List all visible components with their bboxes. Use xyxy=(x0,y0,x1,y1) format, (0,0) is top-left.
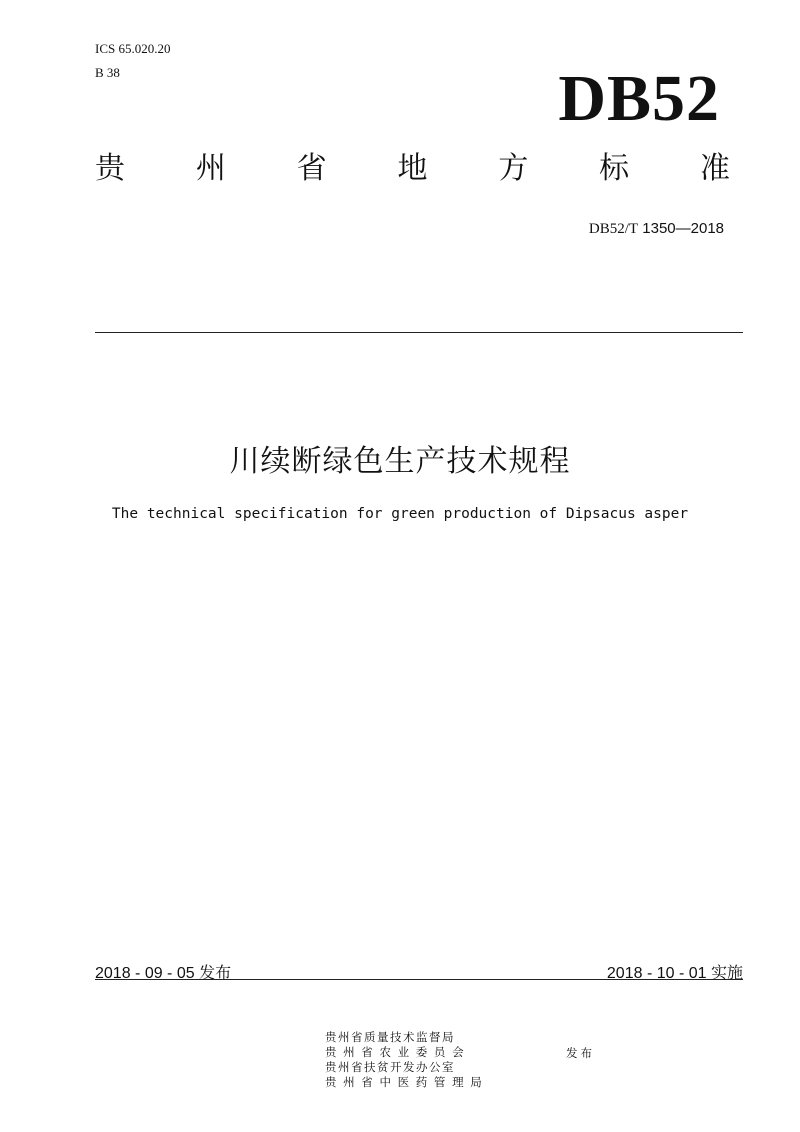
implement-date-value: 2018 - 10 - 01 xyxy=(606,965,711,982)
ics-code: ICS 65.020.20 xyxy=(95,41,171,56)
implement-label: 实施 xyxy=(710,965,743,982)
standard-type-char: 省 xyxy=(296,151,327,186)
issuer-list xyxy=(325,1030,483,1090)
document-title-zh: 川续断绿色生产技术规程 xyxy=(229,444,571,479)
standard-number-prefix: DB52/T xyxy=(588,221,639,237)
issuer-item: 贵 州 省 中 医 药 管 理 局 xyxy=(325,1075,484,1089)
db-code-logo: DB52 xyxy=(558,62,720,135)
top-divider xyxy=(95,332,743,333)
standard-number xyxy=(589,219,724,238)
issuer-item: 贵 州 省 农 业 委 员 会 xyxy=(325,1045,466,1059)
standard-type-char: 地 xyxy=(397,151,428,186)
publish-date: 2018 - 09 - 05 发布 xyxy=(95,965,232,982)
ccs-code: B 38 xyxy=(95,65,120,80)
issuer-item: 贵州省质量技术监督局 xyxy=(325,1030,455,1044)
standard-type xyxy=(95,151,730,186)
issue-label: 发布 xyxy=(566,1046,595,1060)
standard-type-char: 州 xyxy=(195,151,226,186)
standard-number-rest: 1350—2018 xyxy=(638,220,724,237)
standard-type-char: 贵 xyxy=(95,151,125,186)
document-title-en: The technical specification for green production of Dipsacus asper xyxy=(111,506,689,522)
standard-type-char: 准 xyxy=(699,151,730,186)
standard-type-char: 方 xyxy=(498,151,529,186)
issuer-item: 贵州省扶贫开发办公室 xyxy=(325,1060,455,1074)
standard-type-char: 标 xyxy=(599,151,630,186)
bottom-divider xyxy=(95,979,743,980)
